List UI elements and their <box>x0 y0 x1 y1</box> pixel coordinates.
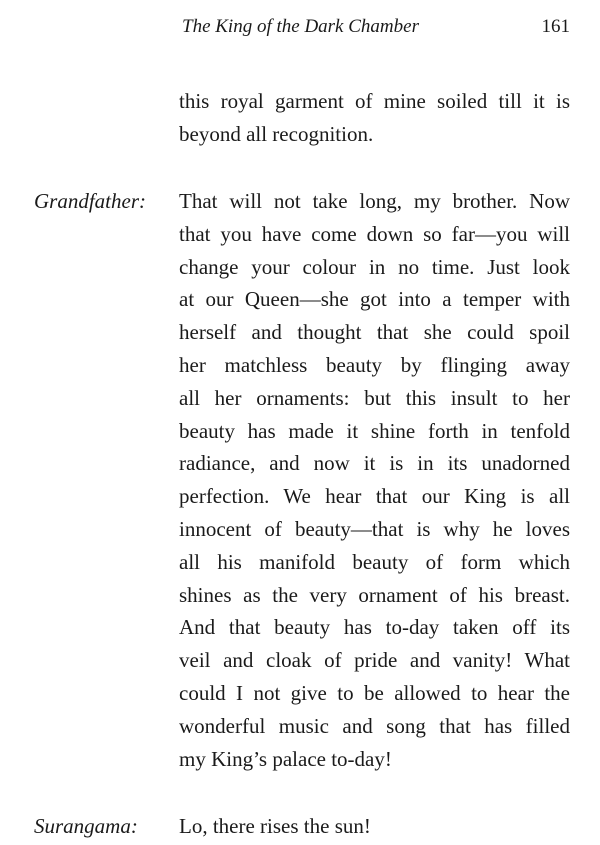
text-line: this royal garment of mine soiled till it is <box>179 89 570 113</box>
speaker-name: Surangama: <box>34 814 138 838</box>
speech-text <box>179 810 570 843</box>
text-line: beauty has made it shine forth in tenfold <box>179 418 570 443</box>
text-line: Lo, there rises the sun! <box>179 814 371 838</box>
text-line: my King’s palace to-day! <box>179 746 392 771</box>
text-line: radiance, and now it is in its unadorned <box>179 451 570 476</box>
text-line: innocent of beauty—that is why he loves <box>179 516 570 541</box>
speaker-name: Grandfather: <box>34 189 146 213</box>
page-number: 161 <box>541 16 570 37</box>
text-line: veil and cloak of pride and vanity! What <box>179 648 570 673</box>
text-line: perfection. We hear that our King is all <box>179 484 570 509</box>
running-head <box>0 14 600 40</box>
text-line: wonderful music and song that has filled <box>179 713 570 738</box>
text-line: change your colour in no time. Just look <box>179 254 570 279</box>
text-line: could I not give to be allowed to hear the <box>179 680 570 705</box>
text-line: And that beauty has to-day taken off its <box>179 615 570 640</box>
running-title: The King of the Dark Chamber <box>182 16 419 37</box>
text-line: all his manifold beauty of form which <box>179 549 570 574</box>
text-line: all her ornaments: but this insult to her <box>179 385 570 410</box>
text-line: herself and thought that she could spoil <box>179 320 570 345</box>
text-line: beyond all recognition. <box>179 121 374 146</box>
text-line: that you have come down so far—you will <box>179 221 570 246</box>
text-line: That will not take long, my brother. Now <box>179 189 570 213</box>
speech-text <box>179 185 570 775</box>
text-line: shines as the very ornament of his breast. <box>179 582 570 607</box>
text-line: her matchless beauty by flinging away <box>179 352 570 377</box>
speech-text <box>179 85 570 151</box>
text-line: at our Queen—she got into a temper with <box>179 287 570 312</box>
